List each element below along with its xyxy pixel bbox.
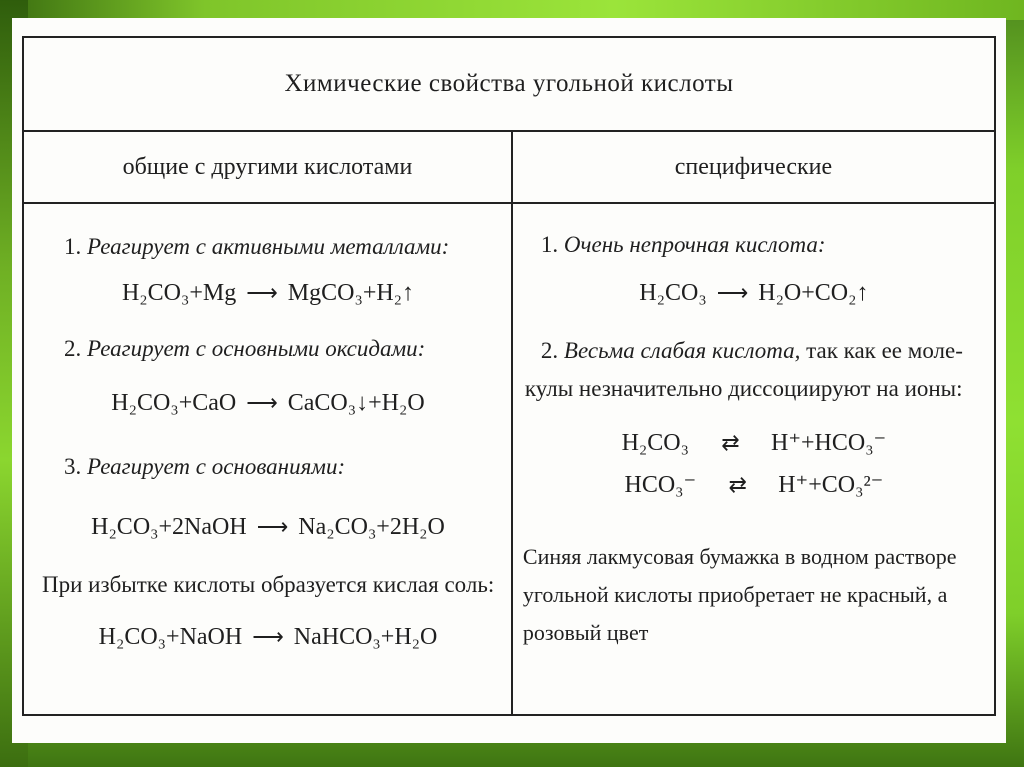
general-item-3-text: Реагирует с основаниями: bbox=[87, 454, 346, 479]
reaction-arrow-icon: ⟶ bbox=[716, 280, 749, 305]
equation-h2co3-naoh bbox=[24, 514, 512, 541]
equation-lhs: H₂CO₃ bbox=[639, 280, 707, 306]
general-item-1 bbox=[64, 234, 449, 260]
general-item-2-text: Реагирует с основными оксидами: bbox=[87, 336, 426, 361]
general-item-3-number: 3. bbox=[64, 454, 82, 479]
litmus-line-3: розовый цвет bbox=[522, 620, 649, 645]
equation-rhs: H₂O+CO₂↑ bbox=[758, 280, 869, 306]
specific-item-2 bbox=[541, 338, 963, 364]
table-title: Химические свойства угольной кислоты bbox=[23, 37, 995, 131]
specific-item-1-number: 1. bbox=[540, 232, 559, 257]
equation-dissociation-1 bbox=[513, 428, 995, 457]
reaction-arrow-icon: ⟶ bbox=[246, 280, 278, 305]
litmus-line-1: Синяя лакмусовая бумажка в водном растворе bbox=[522, 544, 957, 569]
equation-dissociation-2 bbox=[513, 470, 995, 499]
green-background-top bbox=[0, 0, 1024, 20]
general-item-1-number: 1. bbox=[64, 234, 82, 259]
equation-lhs: H₂CO₃ bbox=[621, 430, 689, 456]
general-item-2-number: 2. bbox=[64, 336, 82, 361]
equation-lhs: H₂CO₃+NaOH bbox=[98, 624, 243, 650]
equation-rhs: MgCO₃+H₂↑ bbox=[287, 280, 415, 306]
specific-properties-cell bbox=[512, 203, 995, 715]
equation-lhs: HCO₃⁻ bbox=[624, 472, 697, 498]
reaction-arrow-icon: ⟶ bbox=[246, 390, 278, 415]
equation-rhs: Na₂CO₃+2H₂O bbox=[298, 514, 445, 540]
general-item-3 bbox=[64, 454, 345, 480]
column-header-general: общие с другими кислотами bbox=[23, 131, 512, 203]
equation-lhs: H₂CO₃+2NaOH bbox=[91, 514, 247, 540]
general-properties-cell bbox=[23, 203, 512, 715]
specific-item-2-text: так как ее моле- bbox=[806, 338, 963, 363]
specific-item-1 bbox=[541, 232, 826, 258]
equation-h2co3-mg bbox=[24, 280, 512, 307]
specific-item-2-italic: Весьма слабая кислота, bbox=[563, 338, 801, 363]
specific-item-2-number: 2. bbox=[540, 338, 559, 363]
chemical-properties-table bbox=[22, 36, 996, 716]
equation-h2co3-cao bbox=[24, 390, 512, 417]
specific-item-1-text: Очень непрочная кислота: bbox=[563, 232, 826, 257]
equilibrium-arrow-icon: ⇄ bbox=[721, 430, 739, 455]
equation-rhs: H⁺+CO₃²⁻ bbox=[778, 472, 884, 498]
excess-acid-note: При избытке кислоты образуется кислая соль: bbox=[42, 572, 495, 597]
reaction-arrow-icon: ⟶ bbox=[252, 624, 284, 649]
equation-acid-salt bbox=[24, 624, 512, 651]
equation-rhs: H⁺+HCO₃⁻ bbox=[770, 430, 887, 456]
equation-decomposition bbox=[513, 280, 995, 307]
equation-lhs: H₂CO₃+CaO bbox=[111, 390, 237, 416]
equation-rhs: NaHCO₃+H₂O bbox=[293, 624, 438, 650]
column-header-specific: специфические bbox=[512, 131, 995, 203]
general-item-2 bbox=[64, 336, 425, 362]
specific-item-2-line2: кулы незначительно диссоциируют на ионы: bbox=[524, 376, 963, 401]
reaction-arrow-icon: ⟶ bbox=[256, 514, 289, 539]
general-item-1-text: Реагирует с активными металлами: bbox=[87, 234, 450, 259]
equation-rhs: CaCO₃↓+H₂O bbox=[287, 390, 425, 416]
equilibrium-arrow-icon: ⇄ bbox=[728, 472, 746, 497]
equation-lhs: H₂CO₃+Mg bbox=[121, 280, 237, 306]
litmus-line-2: угольной кислоты приобретает не красный, а bbox=[522, 582, 948, 607]
slide bbox=[12, 18, 1006, 743]
